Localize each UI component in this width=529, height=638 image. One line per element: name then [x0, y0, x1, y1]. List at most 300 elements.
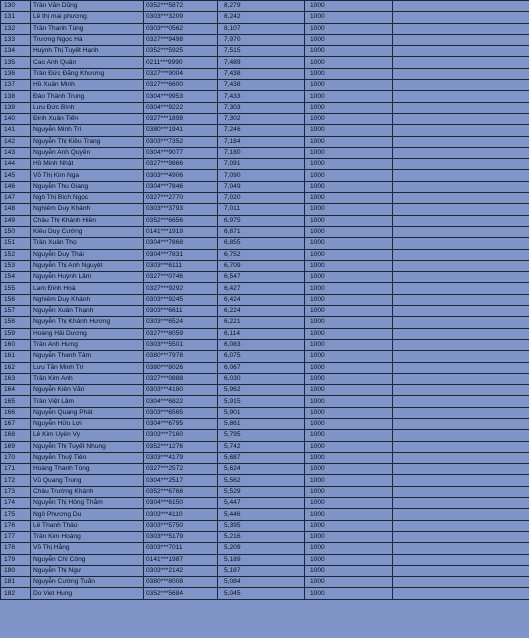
points-cell: 7,091: [218, 159, 305, 170]
name-cell: Nghiêm Duy Khánh: [31, 294, 144, 305]
empty-cell: [393, 565, 529, 576]
phone-cell: 0303***3209: [144, 12, 218, 23]
empty-cell: [393, 588, 529, 599]
table-row: [1, 102, 529, 113]
points-cell: 5,901: [218, 407, 305, 418]
empty-cell: [393, 34, 529, 45]
name-cell: Nguyễn Anh Quyền: [31, 147, 144, 158]
rank-cell: 173: [1, 486, 31, 497]
empty-cell: [393, 12, 529, 23]
phone-cell: 0303***6111: [144, 260, 218, 271]
name-cell: Nguyễn Thị Hồng Thắm: [31, 498, 144, 509]
phone-cell: 0303***6524: [144, 317, 218, 328]
value-cell: 1000: [305, 520, 393, 531]
phone-cell: 0327***0888: [144, 373, 218, 384]
table-row: [1, 373, 529, 384]
empty-cell: [393, 181, 529, 192]
value-cell: 1000: [305, 68, 393, 79]
empty-cell: [393, 238, 529, 249]
value-cell: 1000: [305, 543, 393, 554]
rank-cell: 153: [1, 260, 31, 271]
rank-cell: 143: [1, 147, 31, 158]
empty-cell: [393, 509, 529, 520]
name-cell: Nguyễn Huỳnh Lâm: [31, 272, 144, 283]
phone-cell: 0303***5501: [144, 339, 218, 350]
name-cell: Trần Việt Lâm: [31, 396, 144, 407]
phone-cell: 0303***6611: [144, 306, 218, 317]
empty-cell: [393, 136, 529, 147]
phone-cell: 0327***0746: [144, 272, 218, 283]
points-cell: 7,180: [218, 147, 305, 158]
empty-cell: [393, 407, 529, 418]
table-row: [1, 46, 529, 57]
value-cell: 1000: [305, 147, 393, 158]
empty-cell: [393, 373, 529, 384]
points-cell: 7,438: [218, 68, 305, 79]
rank-cell: 162: [1, 362, 31, 373]
rank-cell: 149: [1, 215, 31, 226]
points-cell: 7,246: [218, 125, 305, 136]
name-cell: Trần Xuân Thọ: [31, 238, 144, 249]
phone-cell: 0352***1276: [144, 441, 218, 452]
table-row: [1, 385, 529, 396]
value-cell: 1000: [305, 577, 393, 588]
name-cell: Nghiêm Duy Khánh: [31, 204, 144, 215]
points-cell: 5,045: [218, 588, 305, 599]
rank-cell: 137: [1, 80, 31, 91]
phone-cell: 0352***5925: [144, 46, 218, 57]
value-cell: 1000: [305, 125, 393, 136]
name-cell: Hoàng Thanh Tùng: [31, 464, 144, 475]
rank-cell: 156: [1, 294, 31, 305]
rank-cell: 171: [1, 464, 31, 475]
value-cell: 1000: [305, 441, 393, 452]
name-cell: Lưu Đức Bình: [31, 102, 144, 113]
rank-cell: 176: [1, 520, 31, 531]
empty-cell: [393, 57, 529, 68]
value-cell: 1000: [305, 464, 393, 475]
points-cell: 8,107: [218, 23, 305, 34]
phone-cell: 0303***7160: [144, 430, 218, 441]
rank-cell: 174: [1, 498, 31, 509]
phone-cell: 0303***9245: [144, 294, 218, 305]
points-cell: 6,871: [218, 226, 305, 237]
table-row: [1, 57, 529, 68]
value-cell: 1000: [305, 215, 393, 226]
rank-cell: 166: [1, 407, 31, 418]
points-cell: 7,433: [218, 91, 305, 102]
empty-cell: [393, 441, 529, 452]
empty-cell: [393, 554, 529, 565]
name-cell: Đào Thành Trung: [31, 91, 144, 102]
rank-cell: 151: [1, 238, 31, 249]
table-row: [1, 294, 529, 305]
phone-cell: 0327***1898: [144, 113, 218, 124]
points-cell: 7,090: [218, 170, 305, 181]
table-row: [1, 520, 529, 531]
name-cell: Ngô Thị Bích Ngọc: [31, 193, 144, 204]
table-row: [1, 68, 529, 79]
points-cell: 5,216: [218, 531, 305, 542]
empty-cell: [393, 577, 529, 588]
points-cell: 6,114: [218, 328, 305, 339]
value-cell: 1000: [305, 260, 393, 271]
table-row: [1, 91, 529, 102]
name-cell: Võ Thị Hằng: [31, 543, 144, 554]
empty-cell: [393, 328, 529, 339]
phone-cell: 0352***6656: [144, 215, 218, 226]
value-cell: 1000: [305, 34, 393, 45]
table-row: [1, 464, 529, 475]
empty-cell: [393, 102, 529, 113]
name-cell: Huỳnh Thị Tuyết Hạnh: [31, 46, 144, 57]
rank-cell: 142: [1, 136, 31, 147]
name-cell: Châu Trường Khánh: [31, 486, 144, 497]
phone-cell: 0303***7011: [144, 543, 218, 554]
table-row: [1, 34, 529, 45]
value-cell: 1000: [305, 475, 393, 486]
phone-cell: 0304***7846: [144, 181, 218, 192]
rank-cell: 182: [1, 588, 31, 599]
table-row: [1, 204, 529, 215]
name-cell: Trần Văn Dũng: [31, 1, 144, 12]
phone-cell: 0327***9498: [144, 34, 218, 45]
empty-cell: [393, 520, 529, 531]
table-row: [1, 565, 529, 576]
points-cell: 5,562: [218, 475, 305, 486]
table-row: [1, 588, 529, 599]
value-cell: 1000: [305, 306, 393, 317]
table-row: [1, 418, 529, 429]
empty-cell: [393, 543, 529, 554]
name-cell: Lam Đình Hoà: [31, 283, 144, 294]
name-cell: Nguyễn Xuân Thạnh: [31, 306, 144, 317]
rank-cell: 152: [1, 249, 31, 260]
rank-cell: 146: [1, 181, 31, 192]
empty-cell: [393, 193, 529, 204]
name-cell: Nguyễn Thuỷ Tiên: [31, 452, 144, 463]
value-cell: 1000: [305, 396, 393, 407]
phone-cell: 0304***6150: [144, 498, 218, 509]
name-cell: Kiều Duy Cường: [31, 226, 144, 237]
table-row: [1, 80, 529, 91]
phone-cell: 0327***2770: [144, 193, 218, 204]
empty-cell: [393, 46, 529, 57]
table-row: [1, 430, 529, 441]
table-row: [1, 193, 529, 204]
points-cell: 6,224: [218, 306, 305, 317]
value-cell: 1000: [305, 317, 393, 328]
rank-cell: 181: [1, 577, 31, 588]
phone-cell: 0380***8008: [144, 577, 218, 588]
name-cell: Châu Thị Khánh Hiền: [31, 215, 144, 226]
value-cell: 1000: [305, 430, 393, 441]
points-cell: 7,020: [218, 193, 305, 204]
empty-cell: [393, 339, 529, 350]
points-cell: 6,075: [218, 351, 305, 362]
name-cell: Trần Anh Hưng: [31, 339, 144, 350]
table-row: [1, 159, 529, 170]
empty-cell: [393, 147, 529, 158]
phone-cell: 0380***1941: [144, 125, 218, 136]
phone-cell: 0303***4179: [144, 452, 218, 463]
value-cell: 1000: [305, 565, 393, 576]
value-cell: 1000: [305, 23, 393, 34]
rank-cell: 170: [1, 452, 31, 463]
points-cell: 5,861: [218, 418, 305, 429]
phone-cell: 0304***7868: [144, 238, 218, 249]
value-cell: 1000: [305, 452, 393, 463]
rank-cell: 130: [1, 1, 31, 12]
table-row: [1, 238, 529, 249]
name-cell: Hoàng Hải Dương: [31, 328, 144, 339]
rank-cell: 167: [1, 418, 31, 429]
points-cell: 8,279: [218, 1, 305, 12]
rank-cell: 135: [1, 57, 31, 68]
rank-cell: 161: [1, 351, 31, 362]
points-cell: 7,303: [218, 102, 305, 113]
rank-cell: 172: [1, 475, 31, 486]
phone-cell: 0380***8026: [144, 362, 218, 373]
points-cell: 6,221: [218, 317, 305, 328]
phone-cell: 0304***2517: [144, 475, 218, 486]
table-row: [1, 452, 529, 463]
value-cell: 1000: [305, 588, 393, 599]
table-row: [1, 317, 529, 328]
phone-cell: 0141***1919: [144, 226, 218, 237]
table-body: [1, 1, 529, 600]
rank-cell: 168: [1, 430, 31, 441]
empty-cell: [393, 68, 529, 79]
empty-cell: [393, 486, 529, 497]
points-cell: 6,427: [218, 283, 305, 294]
phone-cell: 0380***7978: [144, 351, 218, 362]
rank-cell: 134: [1, 46, 31, 57]
rank-cell: 169: [1, 441, 31, 452]
table-row: [1, 441, 529, 452]
points-cell: 6,424: [218, 294, 305, 305]
value-cell: 1000: [305, 102, 393, 113]
rank-cell: 140: [1, 113, 31, 124]
rank-cell: 147: [1, 193, 31, 204]
table-row: [1, 498, 529, 509]
empty-cell: [393, 204, 529, 215]
value-cell: 1000: [305, 249, 393, 260]
phone-cell: 0327***6600: [144, 80, 218, 91]
name-cell: Ngô Phương Du: [31, 509, 144, 520]
name-cell: Lê Thanh Thảo: [31, 520, 144, 531]
table-row: [1, 509, 529, 520]
phone-cell: 0352***6768: [144, 486, 218, 497]
points-cell: 7,011: [218, 204, 305, 215]
empty-cell: [393, 1, 529, 12]
value-cell: 1000: [305, 181, 393, 192]
value-cell: 1000: [305, 204, 393, 215]
points-cell: 7,184: [218, 136, 305, 147]
table-row: [1, 362, 529, 373]
empty-cell: [393, 531, 529, 542]
name-cell: Hồ Minh Nhật: [31, 159, 144, 170]
rank-cell: 150: [1, 226, 31, 237]
name-cell: Nguyễn Hữu Lợi: [31, 418, 144, 429]
phone-cell: 0327***9004: [144, 68, 218, 79]
name-cell: Nguyễn Quang Phát: [31, 407, 144, 418]
phone-cell: 0303***4906: [144, 170, 218, 181]
points-cell: 5,446: [218, 509, 305, 520]
value-cell: 1000: [305, 136, 393, 147]
points-cell: 7,049: [218, 181, 305, 192]
points-cell: 6,752: [218, 249, 305, 260]
rank-cell: 132: [1, 23, 31, 34]
value-cell: 1000: [305, 238, 393, 249]
rank-cell: 136: [1, 68, 31, 79]
table-row: [1, 23, 529, 34]
phone-cell: 0303***6565: [144, 407, 218, 418]
rank-cell: 180: [1, 565, 31, 576]
table-row: [1, 531, 529, 542]
empty-cell: [393, 362, 529, 373]
name-cell: Nguyễn Thị Khánh Hương: [31, 317, 144, 328]
name-cell: Võ Thị Kim Nga: [31, 170, 144, 181]
rank-cell: 155: [1, 283, 31, 294]
points-cell: 8,242: [218, 12, 305, 23]
empty-cell: [393, 396, 529, 407]
rank-cell: 145: [1, 170, 31, 181]
rank-cell: 157: [1, 306, 31, 317]
phone-cell: 0327***9866: [144, 159, 218, 170]
name-cell: Lê Kim Uyên Vy: [31, 430, 144, 441]
empty-cell: [393, 475, 529, 486]
value-cell: 1000: [305, 486, 393, 497]
value-cell: 1000: [305, 385, 393, 396]
value-cell: 1000: [305, 57, 393, 68]
value-cell: 1000: [305, 373, 393, 384]
phone-cell: 0352***5684: [144, 588, 218, 599]
name-cell: Nguyễn Thu Giang: [31, 181, 144, 192]
points-cell: 5,447: [218, 498, 305, 509]
table-row: [1, 339, 529, 350]
empty-cell: [393, 170, 529, 181]
phone-cell: 0304***7831: [144, 249, 218, 260]
rank-cell: 175: [1, 509, 31, 520]
name-cell: Nguyễn Chí Công: [31, 554, 144, 565]
value-cell: 1000: [305, 339, 393, 350]
empty-cell: [393, 317, 529, 328]
value-cell: 1000: [305, 80, 393, 91]
points-cell: 7,515: [218, 46, 305, 57]
points-cell: 6,067: [218, 362, 305, 373]
empty-cell: [393, 498, 529, 509]
phone-cell: 0304***6795: [144, 418, 218, 429]
value-cell: 1000: [305, 351, 393, 362]
value-cell: 1000: [305, 362, 393, 373]
table-row: [1, 554, 529, 565]
empty-cell: [393, 418, 529, 429]
empty-cell: [393, 215, 529, 226]
phone-cell: 0303***4110: [144, 509, 218, 520]
phone-cell: 0303***5750: [144, 520, 218, 531]
name-cell: Lưu Tấn Minh Trí: [31, 362, 144, 373]
phone-cell: 0303***5179: [144, 531, 218, 542]
table-row: [1, 283, 529, 294]
empty-cell: [393, 430, 529, 441]
rank-cell: 164: [1, 385, 31, 396]
points-cell: 5,915: [218, 396, 305, 407]
rank-cell: 165: [1, 396, 31, 407]
points-cell: 7,438: [218, 80, 305, 91]
value-cell: 1000: [305, 226, 393, 237]
table-row: [1, 577, 529, 588]
value-cell: 1000: [305, 113, 393, 124]
name-cell: Cao Anh Quân: [31, 57, 144, 68]
rank-cell: 131: [1, 12, 31, 23]
name-cell: Nguyễn Thị Tuyết Nhung: [31, 441, 144, 452]
points-cell: 5,687: [218, 452, 305, 463]
rank-cell: 163: [1, 373, 31, 384]
points-cell: 6,855: [218, 238, 305, 249]
value-cell: 1000: [305, 159, 393, 170]
value-cell: 1000: [305, 193, 393, 204]
value-cell: 1000: [305, 46, 393, 57]
name-cell: Lê thị mai phương: [31, 12, 144, 23]
name-cell: Nguyễn Duy Thái: [31, 249, 144, 260]
points-cell: 7,489: [218, 57, 305, 68]
rank-cell: 178: [1, 543, 31, 554]
rank-cell: 144: [1, 159, 31, 170]
rank-cell: 148: [1, 204, 31, 215]
table-row: [1, 125, 529, 136]
table-row: [1, 396, 529, 407]
table-row: [1, 543, 529, 554]
empty-cell: [393, 125, 529, 136]
rank-cell: 158: [1, 317, 31, 328]
empty-cell: [393, 351, 529, 362]
table-row: [1, 249, 529, 260]
empty-cell: [393, 452, 529, 463]
name-cell: Nguyễn Thị Anh Nguyệt: [31, 260, 144, 271]
value-cell: 1000: [305, 294, 393, 305]
empty-cell: [393, 80, 529, 91]
phone-cell: 0327***8059: [144, 328, 218, 339]
value-cell: 1000: [305, 407, 393, 418]
name-cell: Trần Đức Đăng Khương: [31, 68, 144, 79]
empty-cell: [393, 113, 529, 124]
value-cell: 1000: [305, 12, 393, 23]
empty-cell: [393, 91, 529, 102]
empty-cell: [393, 283, 529, 294]
name-cell: Nguyễn Thanh Tâm: [31, 351, 144, 362]
table-row: [1, 113, 529, 124]
table-row: [1, 475, 529, 486]
empty-cell: [393, 226, 529, 237]
table-row: [1, 136, 529, 147]
phone-cell: 0304***9222: [144, 102, 218, 113]
points-cell: 7,302: [218, 113, 305, 124]
name-cell: Trần Thanh Tùng: [31, 23, 144, 34]
rank-cell: 154: [1, 272, 31, 283]
table-row: [1, 226, 529, 237]
table-row: [1, 12, 529, 23]
points-cell: 5,187: [218, 565, 305, 576]
name-cell: Hồ Xuân Minh: [31, 80, 144, 91]
empty-cell: [393, 306, 529, 317]
empty-cell: [393, 294, 529, 305]
name-cell: Trần Kim Hoàng: [31, 531, 144, 542]
value-cell: 1000: [305, 283, 393, 294]
value-cell: 1000: [305, 498, 393, 509]
empty-cell: [393, 23, 529, 34]
name-cell: Nguyễn Minh Trí: [31, 125, 144, 136]
